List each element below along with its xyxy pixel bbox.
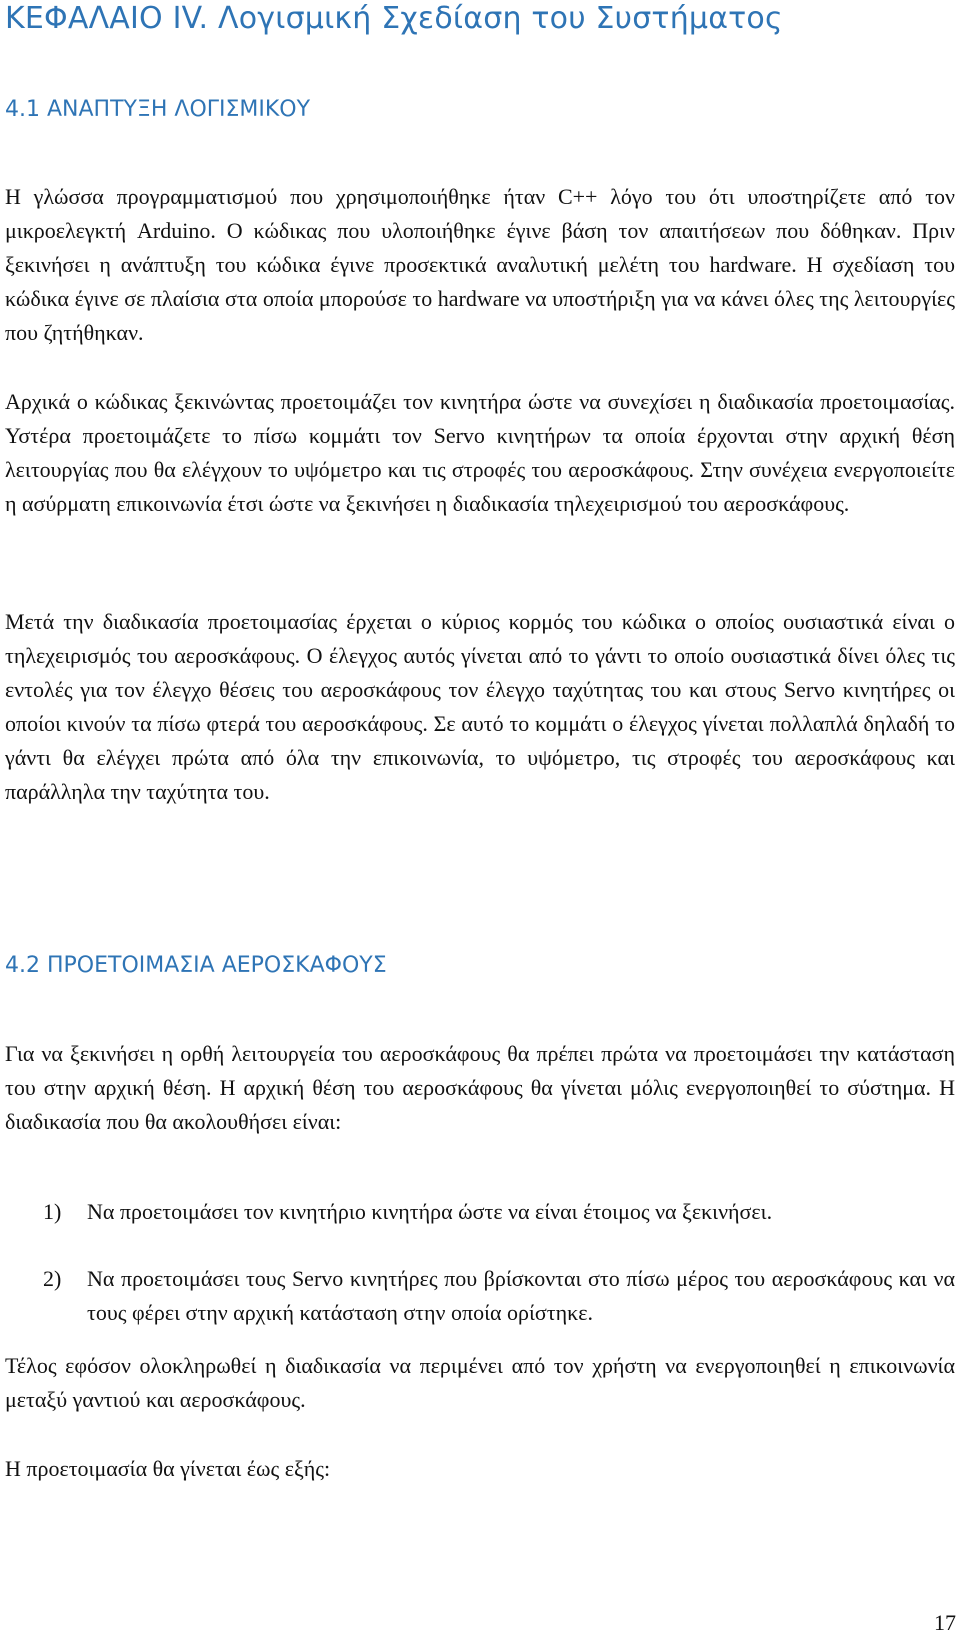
paragraph-text: Μετά την διαδικασία προετοιμασίας έρχεται ο κύριος κορμός του κώδικα ο οποίος ουσιαστικά είναι ο τηλεχειρισμός του αεροσκάφους. Ο έλεγχος αυτός γίνεται από το γάντι το οποίο ουσιαστικά δίνει όλες τις εντολές για τον έλεγχο θέσεις του αεροσκάφους τον έλεγχο ταχύτητας του και στους Servo κινητήρες οι οποίοι κινούν τα πίσω φτερά του αεροσκάφους. Σε αυτό το κομμάτι ο έλεγχος γίνεται πολλαπλά δηλαδή το γάντι θα ελέγχει πρώτα από όλα την επικοινωνία, το υψόμετρο, τις στροφές του αεροσκάφους και παράλληλα την ταχύτητα του. <box>5 609 955 804</box>
section-4-2-closing-paragraph <box>5 1349 955 1417</box>
section-4-2-closing-line <box>5 1452 955 1486</box>
section-4-2-intro <box>5 1037 955 1139</box>
list-item-text: Να προετοιμάσει τους Servo κινητήρες που βρίσκονται στο πίσω μέρος του αεροσκάφους και να τους φέρει στην αρχική κατάσταση στην οποία ορίστηκε. <box>87 1266 955 1325</box>
paragraph-text: Τέλος εφόσον ολοκληρωθεί η διαδικασία να περιμένει από τον χρήστη να ενεργοποιηθεί η επικοινωνία μεταξύ γαντιού και αεροσκάφους. <box>5 1353 955 1412</box>
section-4-1-paragraph-3 <box>5 605 955 809</box>
section-4-1-paragraph-1 <box>5 180 955 350</box>
section-heading-4-2: 4.2 ΠΡΟΕΤΟΙΜΑΣΙΑ ΑΕΡΟΣΚΑΦΟΥΣ <box>5 953 387 978</box>
section-4-1-paragraph-2 <box>5 385 955 521</box>
paragraph-text: Η προετοιμασία θα γίνεται έως εξής: <box>5 1456 331 1481</box>
list-item <box>5 1195 955 1229</box>
list-item <box>5 1262 955 1330</box>
list-item-number: 2) <box>43 1266 62 1291</box>
list-item-number: 1) <box>43 1199 62 1224</box>
paragraph-text: Αρχικά ο κώδικας ξεκινώντας προετοιμάζει τον κινητήρα ώστε να συνεχίσει η διαδικασία προετοιμασίας. Υστέρα προετοιμάζετε το πίσω κομμάτι τον Servo κινητήρων τα οποία έρχονται στην αρχική θέση λειτουργίας που θα ελέγχουν το υψόμετρο και τις στροφές του αεροσκάφους. Στην συνέχεια ενεργοποιείτε η ασύρματη επικοινωνία έτσι ώστε να ξεκινήσει η διαδικασία τηλεχειρισμού του αεροσκάφους. <box>5 389 955 516</box>
paragraph-text: Η γλώσσα προγραμματισμού που χρησιμοποιήθηκε ήταν C++ λόγο του ότι υποστηρίζετε από τον μικροελεγκτή Arduino. Ο κώδικας που υλοποιήθηκε έγινε βάση τον απαιτήσεων που δόθηκαν. Πριν ξεκινήσει η ανάπτυξη του κώδικα έγινε προσεκτικά αναλυτική μελέτη του hardware. Η σχεδίαση του κώδικα έγινε σε πλαίσια στα οποία μπορούσε το hardware να υποστήριξη για να κάνει όλες της λειτουργίες που ζητήθηκαν. <box>5 184 955 345</box>
list-item-text: Να προετοιμάσει τον κινητήριο κινητήρα ώστε να είναι έτοιμος να ξεκινήσει. <box>87 1199 773 1224</box>
paragraph-text: Για να ξεκινήσει η ορθή λειτουργεία του αεροσκάφους θα πρέπει πρώτα να προετοιμάσει την κατάσταση του στην αρχική θέση. Η αρχική θέση του αεροσκάφους θα γίνεται μόλις ενεργοποιηθεί το σύστημα. Η διαδικασία που θα ακολουθήσει είναι: <box>5 1041 955 1134</box>
section-heading-4-1: 4.1 ΑΝΑΠΤΥΞΗ ΛΟΓΙΣΜΙΚΟΥ <box>5 97 311 122</box>
page-number: 17 <box>934 1610 956 1635</box>
chapter-title: ΚΕΦΑΛΑΙΟ IV. Λογισμική Σχεδίαση του Συστήματος <box>5 1 783 36</box>
